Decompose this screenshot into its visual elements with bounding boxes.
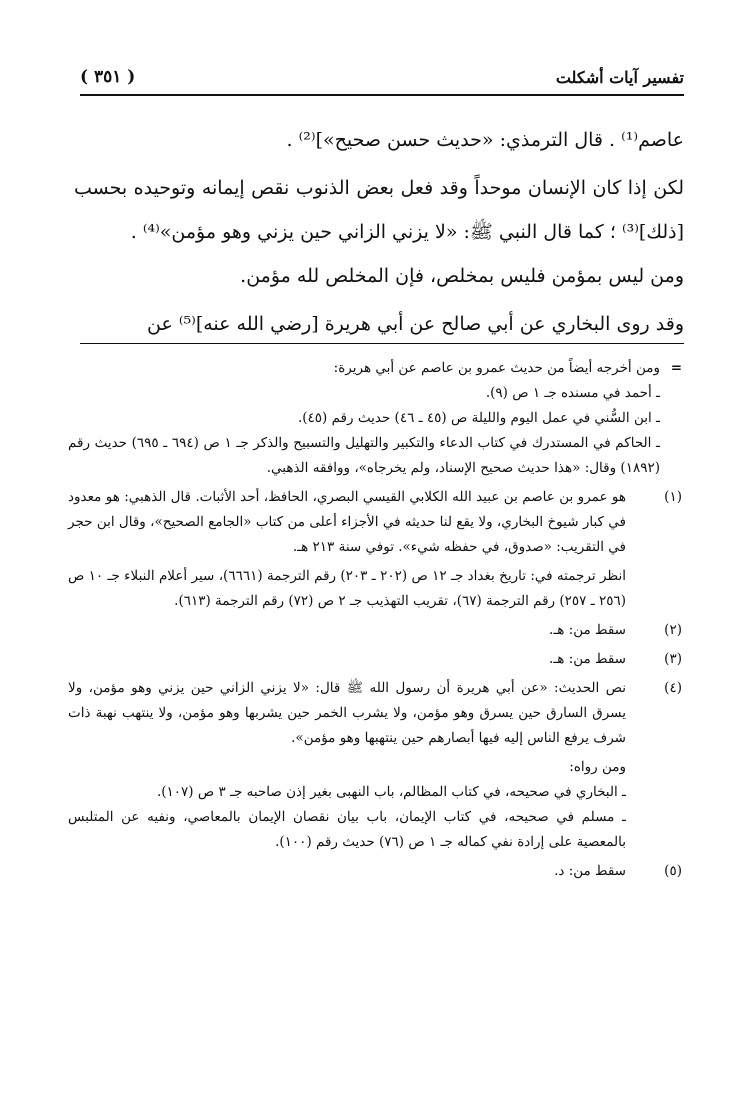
main-paragraph-3: ومن ليس بمؤمن فليس بمخلص، فإن المخلص لله مؤمن. bbox=[240, 265, 684, 287]
footnote-number: (٣) bbox=[664, 651, 682, 667]
running-title: تفسير آيات أشكلت bbox=[555, 67, 684, 87]
footnote-text: سقط من: هـ. bbox=[549, 651, 626, 667]
main-paragraph-1: عاصم⁽¹⁾ . قال الترمذي: «حديث حسن صحيح»]⁽²⁾ . bbox=[286, 129, 684, 151]
footnote-text: نص الحديث: «عن أبي هريرة أن رسول الله ﷺ قال: «لا يزني الزاني حين يزني وهو مؤمن، ولا يسرق السارق حين يسرق وهو مؤمن، ولا يشرب الخمر حين يشربها وهو مؤمن، ولا ينتهب نهبة ذات شرف يرفع الناس إليه فيها أبصارهم حين ينتهبها وهو مؤمن». bbox=[68, 680, 626, 746]
footnote-2 bbox=[68, 618, 684, 643]
footnote-separator bbox=[80, 343, 684, 344]
footnote-text: انظر ترجمته في: تاريخ بغداد جـ ١٢ ص (٢٠٢ ـ ٢٠٣) رقم الترجمة (٦٦٦١)، سير أعلام النبلاء جـ ١٠ ص (٢٥٦ ـ ٢٥٧) رقم الترجمة (٦٧)، تقريب التهذيب جـ ٢ ص (٧٢) رقم الترجمة (٦١٣). bbox=[68, 568, 626, 609]
continuation-line: ـ ابن السُّني في عمل اليوم والليلة ص (٤٥ ـ ٤٦) حديث رقم (٤٥). bbox=[297, 410, 660, 426]
footnote-text: سقط من: د. bbox=[554, 863, 626, 879]
footnote-number: (٥) bbox=[664, 863, 682, 879]
continuation-line: ـ الحاكم في المستدرك في كتاب الدعاء والتكبير والتهليل والتسبيح والذكر جـ ١ ص (٦٩٤ ـ ٦٩٥) حديث رقم (١٨٩٢) وقال: «هذا حديث صحيح الإسناد، ولم يخرجاه»، ووافقه الذهبي. bbox=[68, 435, 660, 476]
footnote-text: ـ البخاري في صحيحه، في كتاب المظالم، باب النهبى بغير إذن صاحبه جـ ٣ ص (١٠٧). bbox=[156, 784, 626, 800]
footnote-number: (٤) bbox=[664, 680, 682, 696]
page-header bbox=[80, 60, 684, 96]
footnote-text: سقط من: هـ. bbox=[549, 622, 626, 638]
footnote-text: ـ مسلم في صحيحه، في كتاب الإيمان، باب بيان نقصان الإيمان بالمعاصي، ونفيه عن المتلبس بالمعصية على إرادة نفي كماله جـ ١ ص (٧٦) حديث رقم (١٠٠). bbox=[68, 809, 626, 850]
footnote-number: (١) bbox=[664, 489, 682, 505]
footnote-text: ومن رواه: bbox=[569, 759, 626, 775]
main-text bbox=[74, 118, 684, 346]
continuation-line: ـ أحمد في مسنده جـ ١ ص (٩). bbox=[485, 385, 660, 401]
footnotes bbox=[68, 356, 684, 884]
footnote-continuation bbox=[68, 356, 684, 481]
footnote-3 bbox=[68, 647, 684, 672]
main-paragraph-4: وقد روى البخاري عن أبي صالح عن أبي هريرة [رضي الله عنه]⁽⁵⁾ عن bbox=[147, 313, 684, 335]
continuation-line: ومن أخرجه أيضاً من حديث عمرو بن عاصم عن أبي هريرة: bbox=[333, 360, 660, 376]
main-paragraph-2: لكن إذا كان الإنسان موحداً وقد فعل بعض الذنوب نقص إيمانه وتوحيده بحسب [ذلك]⁽³⁾ ؛ كما قال النبي ﷺ: «لا يزني الزاني حين يزني وهو مؤمن»⁽⁴⁾ . bbox=[74, 177, 684, 243]
footnote-5 bbox=[68, 859, 684, 884]
footnote-4 bbox=[68, 676, 684, 855]
footnote-text: هو عمرو بن عاصم بن عبيد الله الكلابي القيسي البصري، الحافظ، أحد الأثبات. قال الذهبي: هو معدود في كبار شيوخ البخاري، ولا يقع لنا حديثه في الأجزاء أعلى من كتاب «الجامع الصحيح»، وقال ابن حجر في التقريب: «صدوق، في حفظه شيء». توفي سنة ٢١٣ هـ. bbox=[68, 489, 626, 555]
footnote-number: (٢) bbox=[664, 622, 682, 638]
footnote-1 bbox=[68, 485, 684, 614]
page-number: ( ٣٥١ ) bbox=[80, 67, 136, 87]
continuation-mark: = bbox=[670, 360, 682, 376]
